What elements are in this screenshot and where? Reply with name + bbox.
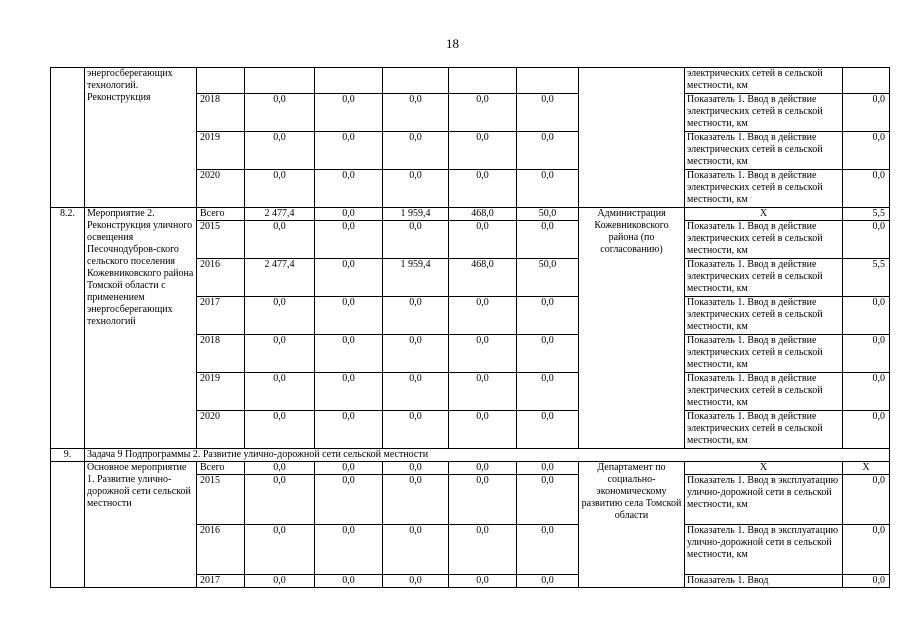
executor-cell: Администрация Кожевниковского района (по согласованию)	[579, 208, 685, 449]
amount-cell: 1 959,4	[383, 259, 449, 297]
table-row	[51, 68, 890, 94]
year-cell: 2017	[197, 575, 245, 588]
amount-cell: 0,0	[245, 132, 315, 170]
amount-cell: 0,0	[449, 525, 517, 575]
table-body	[51, 68, 890, 588]
indicator-cell: электрических сетей в сельской местности, км	[685, 68, 843, 94]
amount-cell: 2 477,4	[245, 208, 315, 221]
amount-cell: 0,0	[449, 575, 517, 588]
empty-cell	[383, 68, 449, 94]
amount-cell: 0,0	[245, 525, 315, 575]
amount-cell: 0,0	[245, 575, 315, 588]
amount-cell: 0,0	[383, 221, 449, 259]
year-cell: 2015	[197, 475, 245, 525]
amount-cell: 0,0	[383, 297, 449, 335]
amount-cell: 0,0	[449, 94, 517, 132]
amount-cell: 0,0	[449, 297, 517, 335]
amount-cell: 0,0	[449, 170, 517, 208]
year-cell: 2016	[197, 259, 245, 297]
amount-cell: 0,0	[383, 411, 449, 449]
amount-cell: 0,0	[245, 221, 315, 259]
amount-cell: 2 477,4	[245, 259, 315, 297]
amount-cell: 0,0	[383, 94, 449, 132]
amount-cell: 0,0	[517, 462, 579, 475]
empty-cell	[197, 68, 245, 94]
indicator-cell: Показатель 1. Ввод в действие электрических сетей в сельской местности, км	[685, 335, 843, 373]
empty-cell	[315, 68, 383, 94]
amount-cell: 0,0	[245, 170, 315, 208]
indicator-cell: Показатель 1. Ввод в эксплуатацию улично-дорожной сети в сельской местности, км	[685, 525, 843, 575]
amount-cell: 0,0	[245, 462, 315, 475]
empty-cell	[449, 68, 517, 94]
amount-cell: 0,0	[245, 335, 315, 373]
year-cell: 2018	[197, 335, 245, 373]
program-table	[50, 67, 890, 588]
amount-cell: 0,0	[245, 94, 315, 132]
amount-cell: 0,0	[449, 373, 517, 411]
amount-cell: 0,0	[517, 170, 579, 208]
indicator-value-cell: 0,0	[843, 335, 890, 373]
amount-cell: 0,0	[315, 170, 383, 208]
amount-cell: 468,0	[449, 259, 517, 297]
amount-cell: 0,0	[383, 462, 449, 475]
indicator-cell: Показатель 1. Ввод в действие электрических сетей в сельской местности, км	[685, 411, 843, 449]
indicator-value-cell: 5,5	[843, 259, 890, 297]
amount-cell: 468,0	[449, 208, 517, 221]
indicator-value-cell: 0,0	[843, 575, 890, 588]
indicator-value-cell: 0,0	[843, 525, 890, 575]
indicator-cell: Показатель 1. Ввод в действие электрических сетей в сельской местности, км	[685, 170, 843, 208]
amount-cell: 0,0	[315, 221, 383, 259]
indicator-cell: Х	[685, 208, 843, 221]
amount-cell: 50,0	[517, 259, 579, 297]
amount-cell: 0,0	[315, 335, 383, 373]
amount-cell: 0,0	[315, 462, 383, 475]
amount-cell: 0,0	[517, 335, 579, 373]
amount-cell: 0,0	[449, 132, 517, 170]
indicator-value-cell: 0,0	[843, 411, 890, 449]
name-cell: Основное мероприятие 1. Развитие улично-дорожной сети сельской местности	[85, 462, 197, 588]
page-number: 18	[446, 36, 459, 51]
amount-cell: 0,0	[383, 475, 449, 525]
indicator-value-cell: 5,5	[843, 208, 890, 221]
executor-cell: Департамент по социально-экономическому развитию села Томской области	[579, 462, 685, 588]
amount-cell: 0,0	[449, 462, 517, 475]
amount-cell: 0,0	[517, 411, 579, 449]
executor-cell	[579, 68, 685, 208]
num-cell	[51, 68, 85, 208]
amount-cell: 0,0	[315, 475, 383, 525]
indicator-cell: Показатель 1. Ввод в действие электрических сетей в сельской местности, км	[685, 297, 843, 335]
indicator-value-cell: 0,0	[843, 297, 890, 335]
amount-cell: 0,0	[315, 525, 383, 575]
amount-cell: 0,0	[517, 221, 579, 259]
empty-cell	[245, 68, 315, 94]
amount-cell: 0,0	[517, 373, 579, 411]
amount-cell: 0,0	[517, 132, 579, 170]
amount-cell: 0,0	[517, 94, 579, 132]
year-cell: 2019	[197, 132, 245, 170]
amount-cell: 0,0	[383, 132, 449, 170]
year-cell: Всего	[197, 208, 245, 221]
amount-cell: 0,0	[383, 373, 449, 411]
num-cell	[51, 462, 85, 588]
name-cell: энергосберегающих технологий. Реконструкция	[85, 68, 197, 208]
indicator-cell: Показатель 1. Ввод в действие электрических сетей в сельской местности, км	[685, 221, 843, 259]
amount-cell: 0,0	[517, 525, 579, 575]
indicator-value-cell: Х	[843, 462, 890, 475]
amount-cell: 0,0	[517, 297, 579, 335]
amount-cell: 0,0	[315, 297, 383, 335]
indicator-cell: Показатель 1. Ввод в действие электрических сетей в сельской местности, км	[685, 94, 843, 132]
year-cell: 2019	[197, 373, 245, 411]
amount-cell: 0,0	[383, 575, 449, 588]
indicator-value-cell: 0,0	[843, 221, 890, 259]
amount-cell: 0,0	[315, 94, 383, 132]
year-cell: 2018	[197, 94, 245, 132]
amount-cell: 0,0	[383, 170, 449, 208]
amount-cell: 0,0	[449, 411, 517, 449]
amount-cell: 0,0	[315, 132, 383, 170]
table-row	[51, 462, 890, 475]
amount-cell: 0,0	[449, 335, 517, 373]
year-cell: 2020	[197, 170, 245, 208]
amount-cell: 0,0	[517, 475, 579, 525]
year-cell: 2016	[197, 525, 245, 575]
indicator-value-cell: 0,0	[843, 475, 890, 525]
name-cell: Мероприятие 2. Реконструкция уличного освещения Песочнодубров-ского сельского поселения Кожевниковского района Томской области с применением энергосберегающих технологий	[85, 208, 197, 449]
indicator-value-cell: 0,0	[843, 132, 890, 170]
amount-cell: 0,0	[383, 335, 449, 373]
indicator-cell: Х	[685, 462, 843, 475]
indicator-cell: Показатель 1. Ввод	[685, 575, 843, 588]
year-cell: 2015	[197, 221, 245, 259]
amount-cell: 0,0	[315, 208, 383, 221]
amount-cell: 0,0	[315, 259, 383, 297]
num-cell: 9.	[51, 449, 85, 462]
num-cell: 8.2.	[51, 208, 85, 449]
amount-cell: 1 959,4	[383, 208, 449, 221]
amount-cell: 50,0	[517, 208, 579, 221]
indicator-value-cell: 0,0	[843, 170, 890, 208]
amount-cell: 0,0	[383, 525, 449, 575]
amount-cell: 0,0	[245, 475, 315, 525]
amount-cell: 0,0	[449, 221, 517, 259]
amount-cell: 0,0	[517, 575, 579, 588]
amount-cell: 0,0	[315, 575, 383, 588]
year-cell: 2020	[197, 411, 245, 449]
amount-cell: 0,0	[245, 373, 315, 411]
table-row	[51, 449, 890, 462]
task-title-cell: Задача 9 Подпрограммы 2. Развитие улично-дорожной сети сельской местности	[85, 449, 890, 462]
indicator-value-cell	[843, 68, 890, 94]
empty-cell	[517, 68, 579, 94]
table-row	[51, 208, 890, 221]
indicator-cell: Показатель 1. Ввод в действие электрических сетей в сельской местности, км	[685, 132, 843, 170]
indicator-cell: Показатель 1. Ввод в действие электрических сетей в сельской местности, км	[685, 259, 843, 297]
indicator-value-cell: 0,0	[843, 94, 890, 132]
amount-cell: 0,0	[245, 297, 315, 335]
amount-cell: 0,0	[449, 475, 517, 525]
year-cell: 2017	[197, 297, 245, 335]
amount-cell: 0,0	[315, 373, 383, 411]
indicator-value-cell: 0,0	[843, 373, 890, 411]
indicator-cell: Показатель 1. Ввод в эксплуатацию улично-дорожной сети в сельской местности, км	[685, 475, 843, 525]
indicator-cell: Показатель 1. Ввод в действие электрических сетей в сельской местности, км	[685, 373, 843, 411]
amount-cell: 0,0	[245, 411, 315, 449]
year-cell: Всего	[197, 462, 245, 475]
amount-cell: 0,0	[315, 411, 383, 449]
